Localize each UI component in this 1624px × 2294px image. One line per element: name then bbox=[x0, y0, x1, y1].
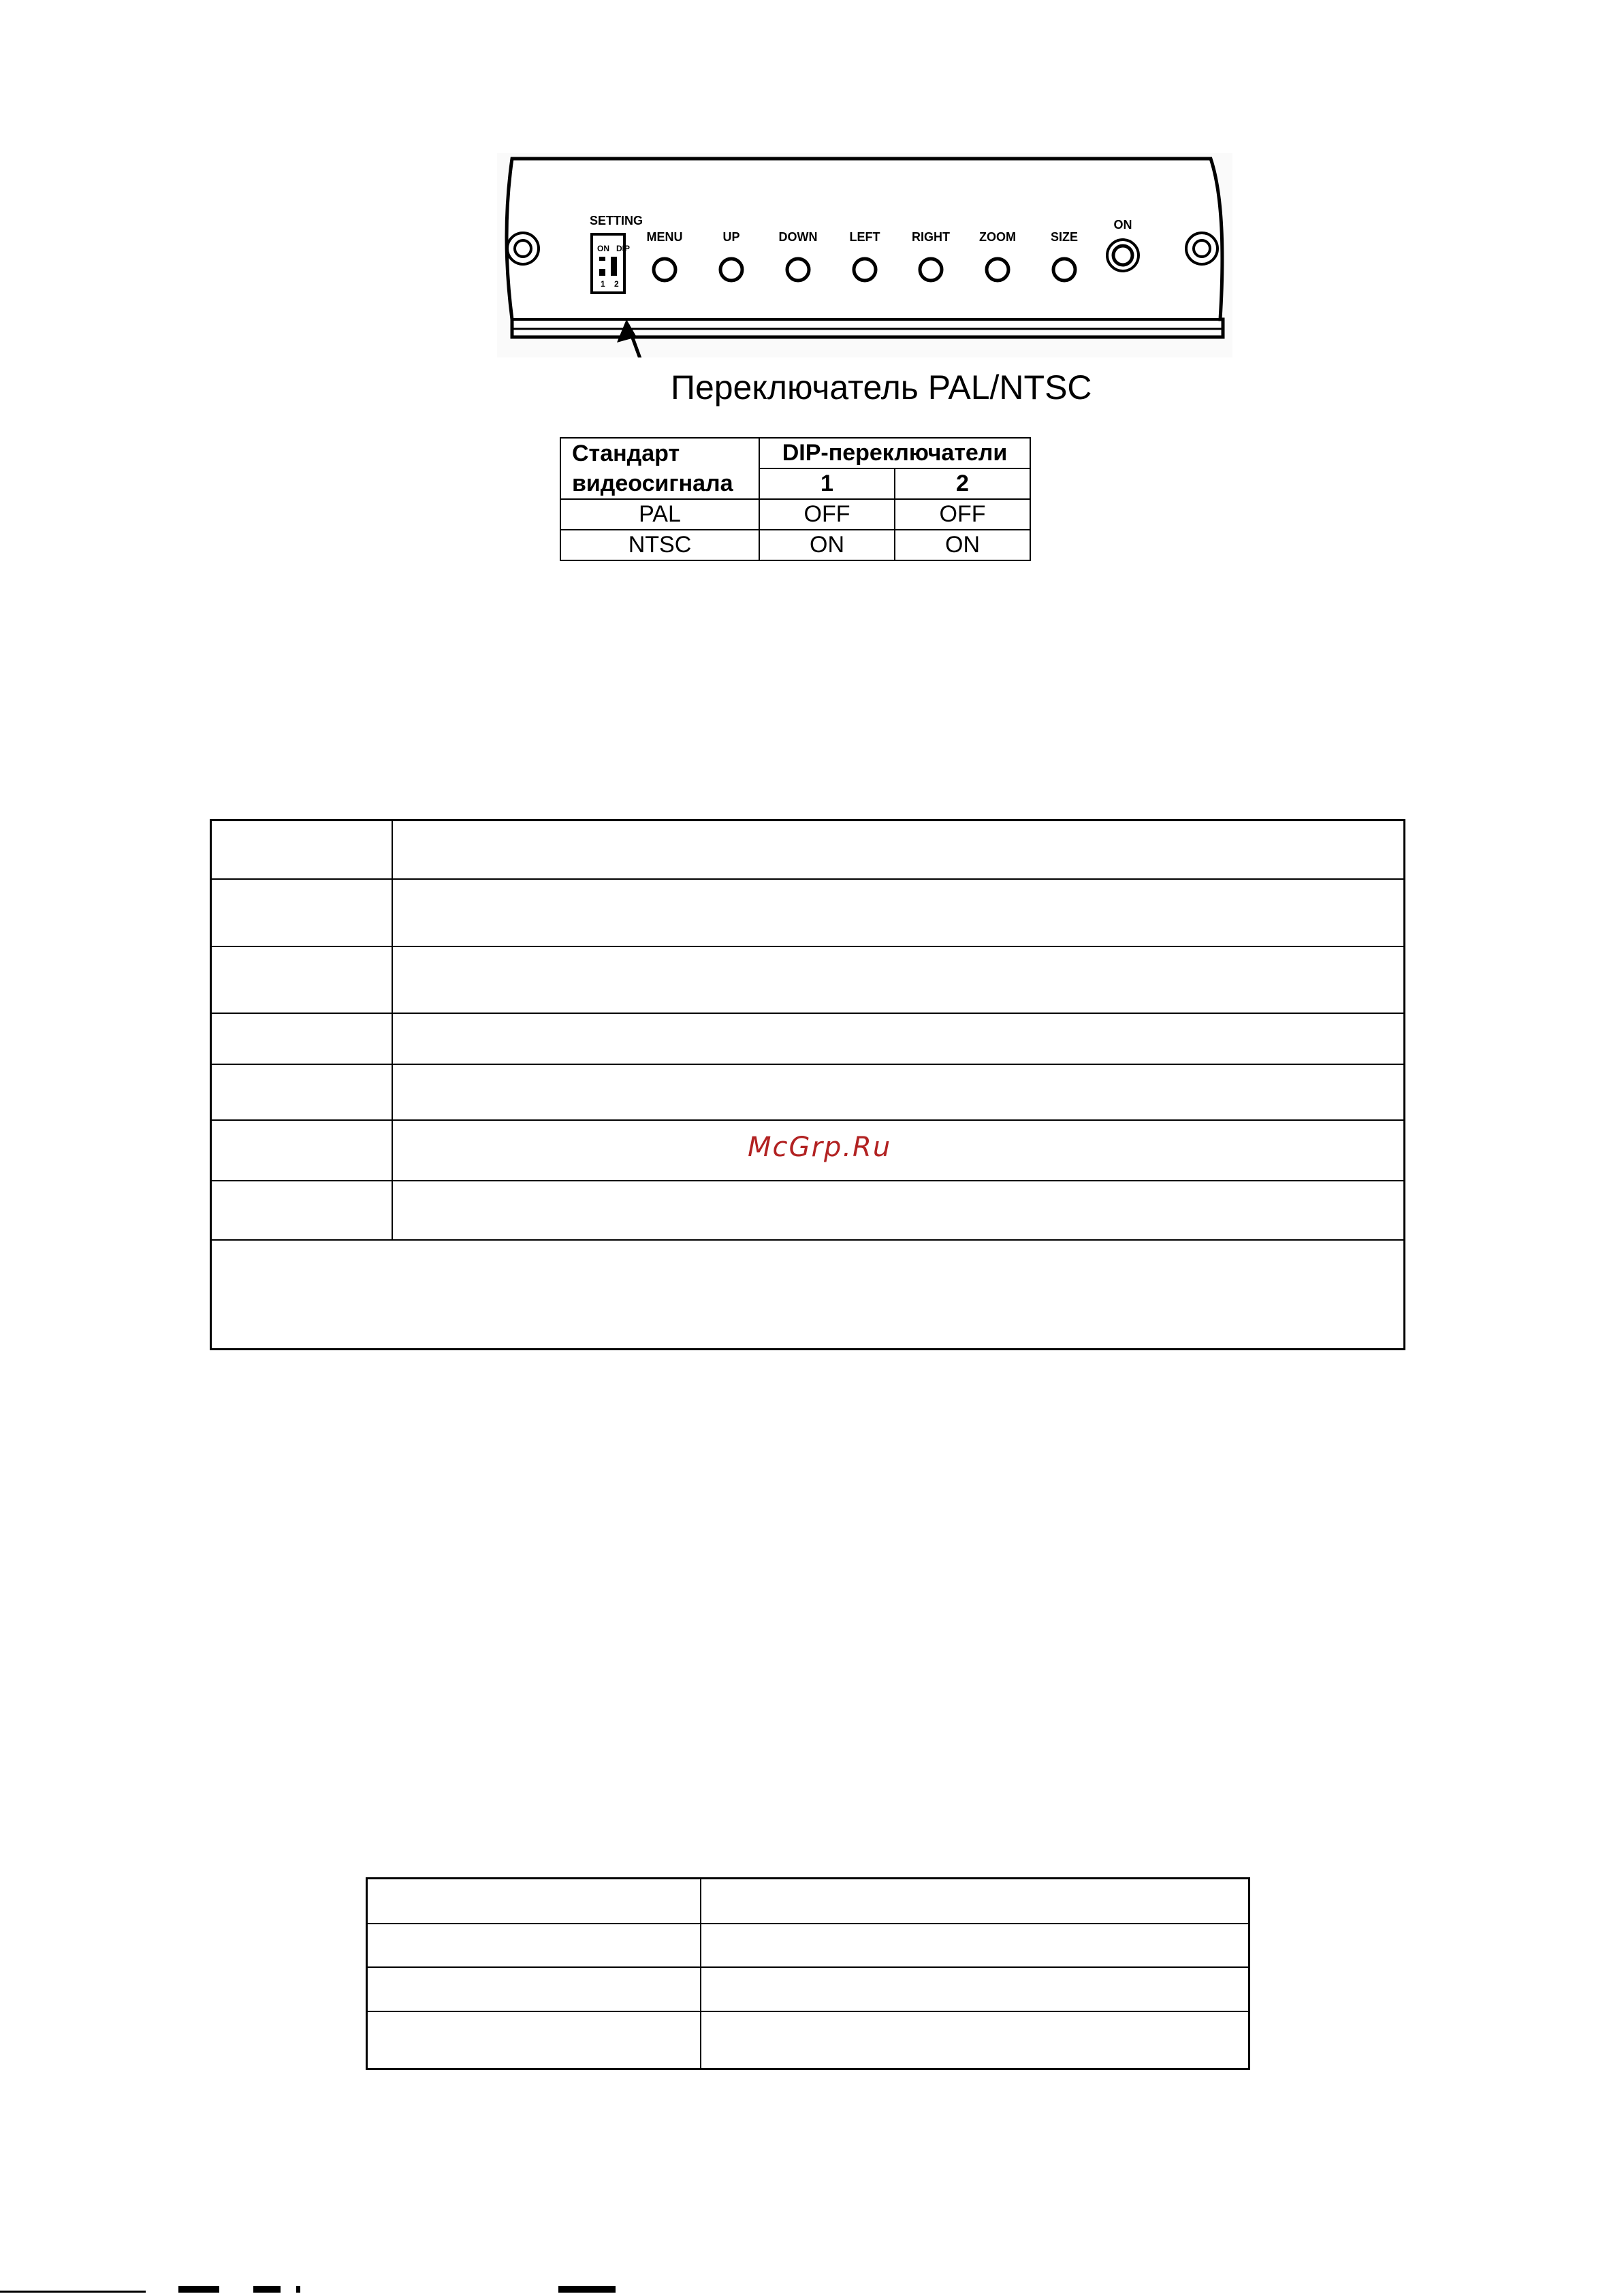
button-size-icon bbox=[1053, 259, 1075, 281]
device-front-panel bbox=[497, 153, 1232, 357]
zoom-label: ZOOM bbox=[979, 230, 1016, 244]
button-right-icon bbox=[920, 259, 942, 281]
dip-switch-icon bbox=[592, 234, 624, 293]
dip-dip-label: DIP bbox=[616, 244, 631, 253]
cut-off-footnote-fragment bbox=[558, 2286, 616, 2293]
watermark: McGrp.Ru bbox=[748, 1132, 892, 1163]
table-row bbox=[560, 499, 1030, 530]
left-label: LEFT bbox=[849, 230, 880, 244]
table-row bbox=[560, 530, 1030, 560]
cell-standard: NTSC bbox=[560, 530, 759, 560]
table-border-top bbox=[210, 819, 1405, 821]
table-border-right bbox=[1248, 1877, 1250, 2070]
header-video-standard: Стандарт видеосигнала bbox=[560, 438, 759, 499]
table-row-divider bbox=[366, 1966, 1250, 1968]
power-label: ON bbox=[1113, 218, 1132, 232]
cell-switch-1: ON bbox=[759, 530, 895, 560]
table-row-divider bbox=[366, 2011, 1250, 2012]
table-border-left bbox=[366, 1877, 368, 2070]
cut-off-footnote-fragment bbox=[253, 2286, 281, 2293]
size-label: SIZE bbox=[1050, 230, 1078, 244]
cell-switch-2: OFF bbox=[895, 499, 1030, 530]
header-dip-switches: DIP-переключатели bbox=[759, 438, 1030, 468]
table-border-bottom bbox=[210, 1348, 1405, 1350]
table-row-divider bbox=[210, 1064, 1405, 1065]
table-row-divider bbox=[366, 1923, 1250, 1924]
menu-label: MENU bbox=[646, 230, 683, 244]
table-border-top bbox=[366, 1877, 1250, 1879]
table-row-divider bbox=[210, 1013, 1405, 1014]
pal-ntsc-callout: Переключатель PAL/NTSC bbox=[671, 368, 1092, 407]
table-row-divider bbox=[210, 1119, 1405, 1121]
header-switch-2: 2 bbox=[895, 468, 1030, 499]
power-button-icon bbox=[1107, 240, 1139, 271]
right-label: RIGHT bbox=[912, 230, 950, 244]
button-down-icon bbox=[787, 259, 809, 281]
dip-number-1: 1 bbox=[601, 279, 605, 289]
down-label: DOWN bbox=[778, 230, 818, 244]
cell-switch-1: OFF bbox=[759, 499, 895, 530]
table-row-divider bbox=[210, 1180, 1405, 1181]
button-zoom-icon bbox=[987, 259, 1008, 281]
button-up-icon bbox=[720, 259, 742, 281]
table-row-divider bbox=[210, 878, 1405, 880]
cell-standard: PAL bbox=[560, 499, 759, 530]
button-menu-icon bbox=[654, 259, 675, 281]
button-left-icon bbox=[854, 259, 876, 281]
dip-settings-table bbox=[560, 437, 1031, 561]
table-row-divider bbox=[210, 1239, 1405, 1241]
dip-on-label: ON bbox=[597, 244, 609, 253]
cut-off-footnote-fragment bbox=[178, 2286, 219, 2293]
table-column-divider bbox=[392, 819, 393, 1241]
footnote-rule bbox=[0, 2291, 146, 2293]
setting-label: SETTING bbox=[589, 214, 643, 227]
up-label: UP bbox=[722, 230, 740, 244]
cell-switch-2: ON bbox=[895, 530, 1030, 560]
table-border-right bbox=[1403, 819, 1405, 1350]
table-border-bottom bbox=[366, 2068, 1250, 2070]
table-border-left bbox=[210, 819, 212, 1350]
dip-number-2: 2 bbox=[614, 279, 619, 289]
header-switch-1: 1 bbox=[759, 468, 895, 499]
cut-off-footnote-fragment bbox=[296, 2286, 300, 2293]
table-column-divider bbox=[700, 1877, 701, 2070]
table-row-divider bbox=[210, 946, 1405, 947]
